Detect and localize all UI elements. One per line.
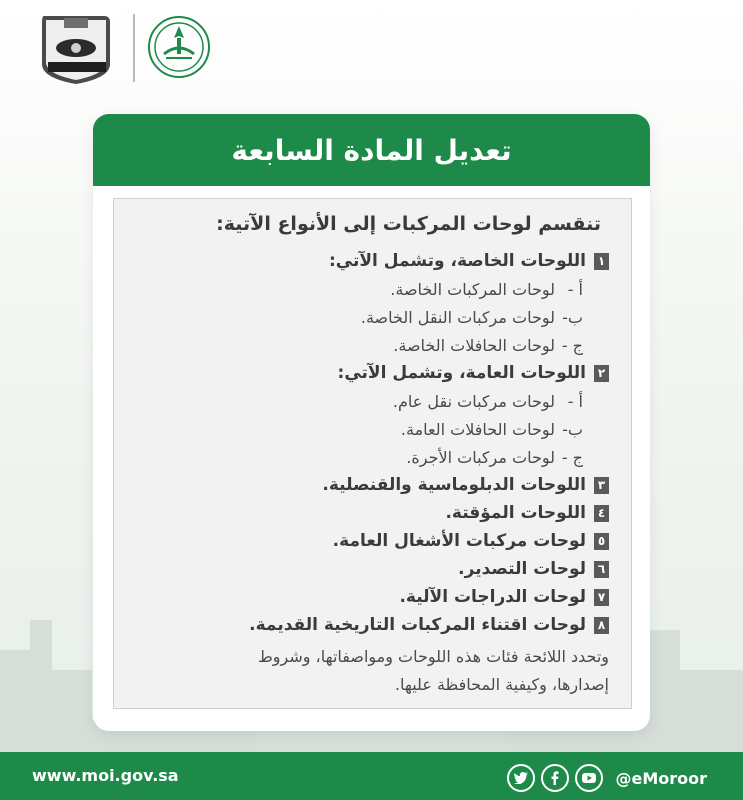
sub-text: لوحات المركبات الخاصة. (390, 279, 555, 299)
intro-text: تنقسم لوحات المركبات إلى الأنواع الآتية: (216, 213, 601, 235)
item-number: ١ (594, 253, 609, 270)
content-list (129, 213, 609, 699)
sub-text: لوحات الحافلات العامة. (400, 419, 555, 439)
item-number: ٦ (594, 561, 609, 578)
list-item (129, 611, 609, 639)
item-label: اللوحات الدبلوماسية والقنصلية. (322, 475, 586, 495)
social-handle[interactable]: @eMoroor (615, 768, 707, 788)
item-number: ٤ (594, 505, 609, 522)
note-line: وتحدد اللائحة فئات هذه اللوحات ومواصفاتها، وشروط (257, 647, 609, 666)
item-label: لوحات الدراجات الآلية. (399, 587, 586, 607)
note-line: إصدارها، وكيفية المحافظة عليها. (394, 675, 609, 694)
item-number: ٥ (594, 533, 609, 550)
sub-letter: ب- (562, 307, 583, 327)
header-logos (26, 8, 216, 86)
item-number: ٢ (594, 365, 609, 382)
card-title: تعديل المادة السابعة (93, 114, 650, 186)
sub-item (129, 331, 609, 359)
twitter-icon[interactable] (507, 764, 535, 792)
sub-letter: ج - (561, 335, 583, 355)
sub-item (129, 275, 609, 303)
sub-text: لوحات مركبات النقل الخاصة. (360, 307, 555, 327)
sub-item (129, 387, 609, 415)
youtube-icon[interactable] (575, 764, 603, 792)
item-number: ٨ (594, 617, 609, 634)
item-label: اللوحات العامة، وتشمل الآتي: (337, 363, 586, 383)
sub-letter: ج - (561, 447, 583, 467)
card-body (113, 198, 632, 709)
list-item (129, 583, 609, 611)
social-links (507, 764, 707, 792)
footer-bar (0, 752, 743, 800)
content-card (93, 114, 650, 731)
item-label: لوحات التصدير. (458, 559, 586, 579)
sub-letter: أ - (567, 391, 583, 411)
sub-text: لوحات مركبات نقل عام. (392, 391, 555, 411)
item-label: اللوحات المؤقتة. (445, 503, 586, 523)
website-link[interactable]: www.moi.gov.sa (32, 766, 179, 785)
list-item (129, 359, 609, 387)
list-item (129, 471, 609, 499)
list-item (129, 527, 609, 555)
facebook-icon[interactable] (541, 764, 569, 792)
moi-emblem-icon (144, 12, 214, 82)
sub-item (129, 443, 609, 471)
closing-note (129, 643, 609, 699)
list-item (129, 555, 609, 583)
item-label: لوحات مركبات الأشغال العامة. (332, 531, 586, 551)
item-number: ٧ (594, 589, 609, 606)
list-item (129, 499, 609, 527)
sub-text: لوحات الحافلات الخاصة. (393, 335, 555, 355)
item-label: اللوحات الخاصة، وتشمل الآتي: (328, 251, 586, 271)
list-item (129, 247, 609, 275)
sub-item (129, 303, 609, 331)
sub-item (129, 415, 609, 443)
sub-letter: أ - (567, 279, 583, 299)
sub-text: لوحات مركبات الأجرة. (406, 447, 555, 467)
item-number: ٣ (594, 477, 609, 494)
item-label: لوحات اقتناء المركبات التاريخية القديمة. (249, 615, 586, 635)
sub-letter: ب- (562, 419, 583, 439)
